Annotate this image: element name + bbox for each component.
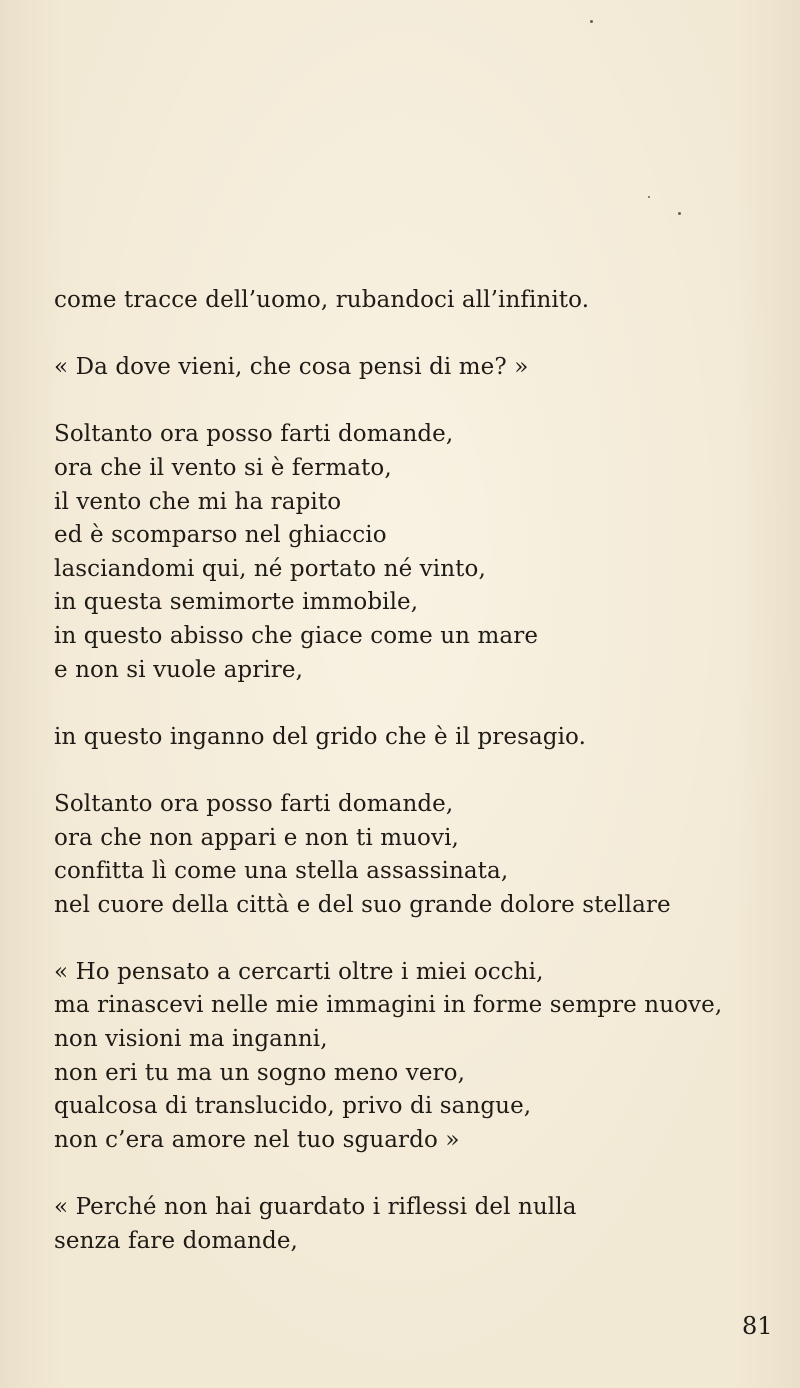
poem-line: ma rinascevi nelle mie immagini in forme sempre nuove, bbox=[54, 992, 723, 1019]
page-number: 81 bbox=[742, 1312, 773, 1340]
poem-line: non visioni ma inganni, bbox=[54, 1026, 328, 1053]
poem-line: qualcosa di translucido, privo di sangue, bbox=[54, 1093, 532, 1120]
stanza-break bbox=[54, 318, 774, 352]
poem-line: in questa semimorte immobile, bbox=[54, 589, 419, 616]
poem-line: senza fare domande, bbox=[54, 1227, 298, 1254]
poem-line: lasciandomi qui, né portato né vinto, bbox=[54, 555, 486, 582]
stanza-break bbox=[54, 687, 774, 721]
poem-line: come tracce dell’uomo, rubandoci all’infinito. bbox=[54, 287, 590, 313]
poem-line: in questo inganno del grido che è il presagio. bbox=[54, 723, 587, 750]
paper-speck bbox=[590, 20, 593, 23]
poem-line: ora che il vento si è fermato, bbox=[54, 454, 392, 481]
stanza-break bbox=[54, 385, 774, 419]
poem-line: e non si vuole aprire, bbox=[54, 656, 304, 683]
poem-line: « Da dove vieni, che cosa pensi di me? » bbox=[54, 354, 529, 381]
stanza-break bbox=[54, 1157, 774, 1191]
paper-speck bbox=[648, 196, 650, 198]
poem-line: il vento che mi ha rapito bbox=[54, 488, 342, 515]
paper-speck bbox=[678, 212, 681, 215]
poem-line: confitta lì come una stella assassinata, bbox=[54, 858, 509, 885]
poem-line: « Perché non hai guardato i riflessi del nulla bbox=[54, 1194, 577, 1221]
poem-line: in questo abisso che giace come un mare bbox=[54, 622, 539, 649]
poem-text bbox=[54, 284, 774, 1258]
poem-line: « Ho pensato a cercarti oltre i miei occhi, bbox=[54, 958, 544, 985]
poem-line: Soltanto ora posso farti domande, bbox=[54, 790, 454, 817]
stanza-break bbox=[54, 754, 774, 788]
poem-line: non c’era amore nel tuo sguardo » bbox=[54, 1126, 460, 1153]
poem-line: Soltanto ora posso farti domande, bbox=[54, 421, 454, 448]
stanza-break bbox=[54, 922, 774, 956]
poem-line: ora che non appari e non ti muovi, bbox=[54, 824, 459, 851]
poem-line: non eri tu ma un sogno meno vero, bbox=[54, 1059, 465, 1086]
poem-line: nel cuore della città e del suo grande dolore stellare bbox=[54, 891, 671, 918]
poem-line: ed è scomparso nel ghiaccio bbox=[54, 522, 387, 549]
